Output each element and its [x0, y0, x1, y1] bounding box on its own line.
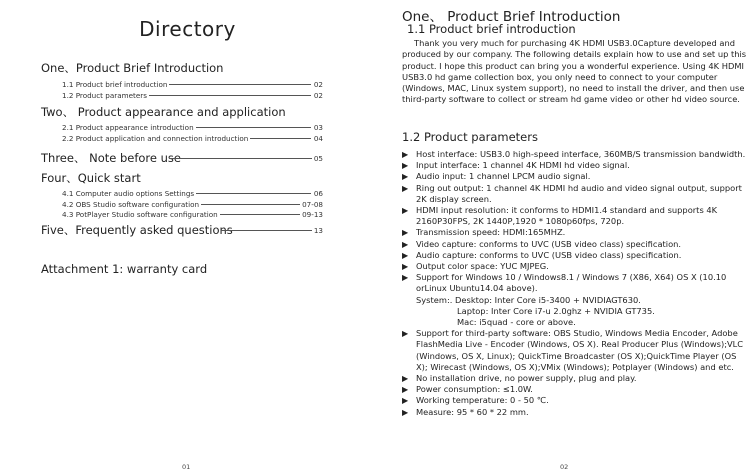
- toc-item-label: 4.3 PotPlayer Studio software configuration: [62, 210, 218, 219]
- page-number: 01: [182, 463, 191, 471]
- leader-line: [250, 138, 311, 139]
- page-number: 02: [560, 463, 569, 471]
- triangle-bullet-icon: ▶: [402, 273, 409, 283]
- system-requirement-mac: Mac: i5quad - core or above.: [457, 317, 576, 328]
- toc-page-number: 13: [313, 225, 323, 235]
- leader-line: [149, 95, 311, 96]
- list-item: ▶ Working temperature: 0 - 50 ℃.: [402, 395, 549, 406]
- list-item: ▶ Audio capture: conforms to UVC (USB video class) specification.: [402, 249, 682, 260]
- toc-item-4-3[interactable]: [62, 210, 323, 219]
- toc-item-label: 4.1 Computer audio options Settings: [62, 189, 195, 198]
- toc-chapter-label: Three、 Note before use: [41, 151, 181, 165]
- leader-line: [201, 204, 300, 205]
- toc-page-number: 06: [313, 189, 323, 198]
- triangle-bullet-icon: ▶: [402, 150, 409, 159]
- list-item: ▶ Input interface: 1 channel 4K HDMI hd video signal.: [402, 160, 630, 171]
- triangle-bullet-icon: ▶: [402, 262, 409, 272]
- system-requirement-laptop: Laptop: Inter Core i7-u 2.0ghz + NVIDIA GT735.: [457, 305, 655, 316]
- triangle-bullet-icon: ▶: [402, 250, 409, 260]
- triangle-bullet-icon: ▶: [402, 374, 409, 384]
- section-1-1-title: 1.1 Product brief introduction: [407, 22, 576, 36]
- list-item: ▶ Measure: 95 * 60 * 22 mm.: [402, 406, 529, 417]
- list-item: ▶ Support for Windows 10 / Windows8.1 / Windows 7 (X86, X64) OS X (10.10 orLinux Ubuntu14.04 above).: [402, 272, 727, 294]
- leader-line: [196, 193, 311, 194]
- toc-item-2-1[interactable]: [62, 123, 323, 132]
- triangle-bullet-icon: ▶: [402, 239, 409, 249]
- triangle-bullet-icon: ▶: [402, 161, 409, 171]
- toc-page-number: 05: [313, 153, 323, 163]
- toc-item-4-2[interactable]: [62, 200, 323, 209]
- chapter-heading: One、 Product Brief Introduction: [402, 9, 621, 25]
- list-item: ▶ No installation drive, no power supply, plug and play.: [402, 373, 637, 384]
- triangle-bullet-icon: ▶: [402, 228, 409, 238]
- triangle-bullet-icon: ▶: [402, 183, 409, 193]
- list-item: ▶ Support for third-party software: OBS Studio, Windows Media Encoder, Adobe FlashMedia Live - Encoder (Windows, OS X). Real Producer Plus (Windows);VLC (Windows, OS X, Linux); QuickTime Broadcaster (OS X);QuickTime Player (OS X); Wirecast (Windows, OS X);VMix (Windows); Potplayer (Windows) and etc.: [402, 328, 744, 372]
- toc-item-label: 2.1 Product appearance introduction: [62, 123, 194, 132]
- leader-line: [169, 84, 311, 85]
- toc-chapter-one[interactable]: One、Product Brief Introduction: [41, 61, 224, 75]
- leader-line: [196, 127, 311, 128]
- toc-chapter-five[interactable]: [41, 222, 323, 238]
- triangle-bullet-icon: ▶: [402, 407, 409, 417]
- toc-chapter-label: Five、Frequently asked questions: [41, 223, 233, 237]
- leader-line: [220, 214, 300, 215]
- directory-title: Directory: [139, 17, 236, 41]
- toc-item-1-2[interactable]: [62, 91, 323, 100]
- list-item: ▶ Output color space: YUC MJPEG.: [402, 261, 549, 272]
- toc-chapter-two[interactable]: Two、 Product appearance and application: [41, 105, 286, 119]
- leader-line: [169, 158, 312, 159]
- toc-item-4-1[interactable]: [62, 189, 323, 198]
- toc-item-label: 1.1 Product brief introduction: [62, 80, 168, 89]
- parameter-list: [402, 149, 748, 418]
- toc-page-number: 02: [313, 80, 323, 89]
- toc-page-number: 04: [313, 134, 323, 143]
- toc-chapter-four[interactable]: Four、Quick start: [41, 171, 141, 185]
- section-1-1-body: Thank you very much for purchasing 4K HDMI USB3.0Capture developed and produced by our company. The following details explain how to use and set up this product. I hope this product can bring you a wonderful experience. Using 4K HDMI USB3.0 hd game collection box, you only need to connect to your computer (Windows, MAC, Linux system support), no need to install the driver, and then use third-party software to collect or stream hd game video or other hd video source.: [402, 38, 747, 105]
- system-requirement-desktop: System:. Desktop: Inter Core i5-3400 + NVIDIAGT630.: [416, 294, 641, 305]
- leader-line: [221, 230, 312, 231]
- list-item: ▶ HDMI input resolution: it conforms to HDMI1.4 standard and supports 4K 2160P30FPS, 2K 1440P,1920 * 1080p60fps, 720p.: [402, 205, 718, 227]
- list-item: ▶ Audio input: 1 channel LPCM audio signal.: [402, 171, 591, 182]
- introduction-page: [390, 0, 750, 473]
- toc-page-number: 07-08: [302, 200, 323, 209]
- toc-page-number: 02: [313, 91, 323, 100]
- list-item: ▶ Host interface: USB3.0 high-speed interface, 360MB/S transmission bandwidth.: [402, 149, 746, 159]
- toc-attachment[interactable]: Attachment 1: warranty card: [41, 262, 208, 276]
- triangle-bullet-icon: ▶: [402, 172, 409, 182]
- section-1-2-title: 1.2 Product parameters: [402, 130, 538, 144]
- list-item: ▶ Power consumption: ≤1.0W.: [402, 384, 533, 395]
- toc-item-label: 1.2 Product parameters: [62, 91, 147, 100]
- triangle-bullet-icon: ▶: [402, 385, 409, 395]
- toc-item-2-2[interactable]: [62, 134, 323, 143]
- toc-item-1-1[interactable]: [62, 80, 323, 89]
- toc-page-number: 03: [313, 123, 323, 132]
- triangle-bullet-icon: ▶: [402, 396, 409, 406]
- toc-page-number: 09-13: [302, 210, 323, 219]
- triangle-bullet-icon: ▶: [402, 329, 409, 339]
- toc-item-label: 2.2 Product application and connection introduction: [62, 134, 249, 143]
- triangle-bullet-icon: ▶: [402, 206, 409, 216]
- toc-chapter-three[interactable]: [41, 150, 323, 166]
- list-item: ▶ Transmission speed: HDMI:165MHZ.: [402, 227, 566, 238]
- list-item: ▶ Video capture: conforms to UVC (USB video class) specification.: [402, 238, 682, 249]
- toc-item-label: 4.2 OBS Studio software configuration: [62, 200, 200, 209]
- list-item: ▶ Ring out output: 1 channel 4K HDMI hd audio and video signal output, support 2K display screen.: [402, 182, 742, 204]
